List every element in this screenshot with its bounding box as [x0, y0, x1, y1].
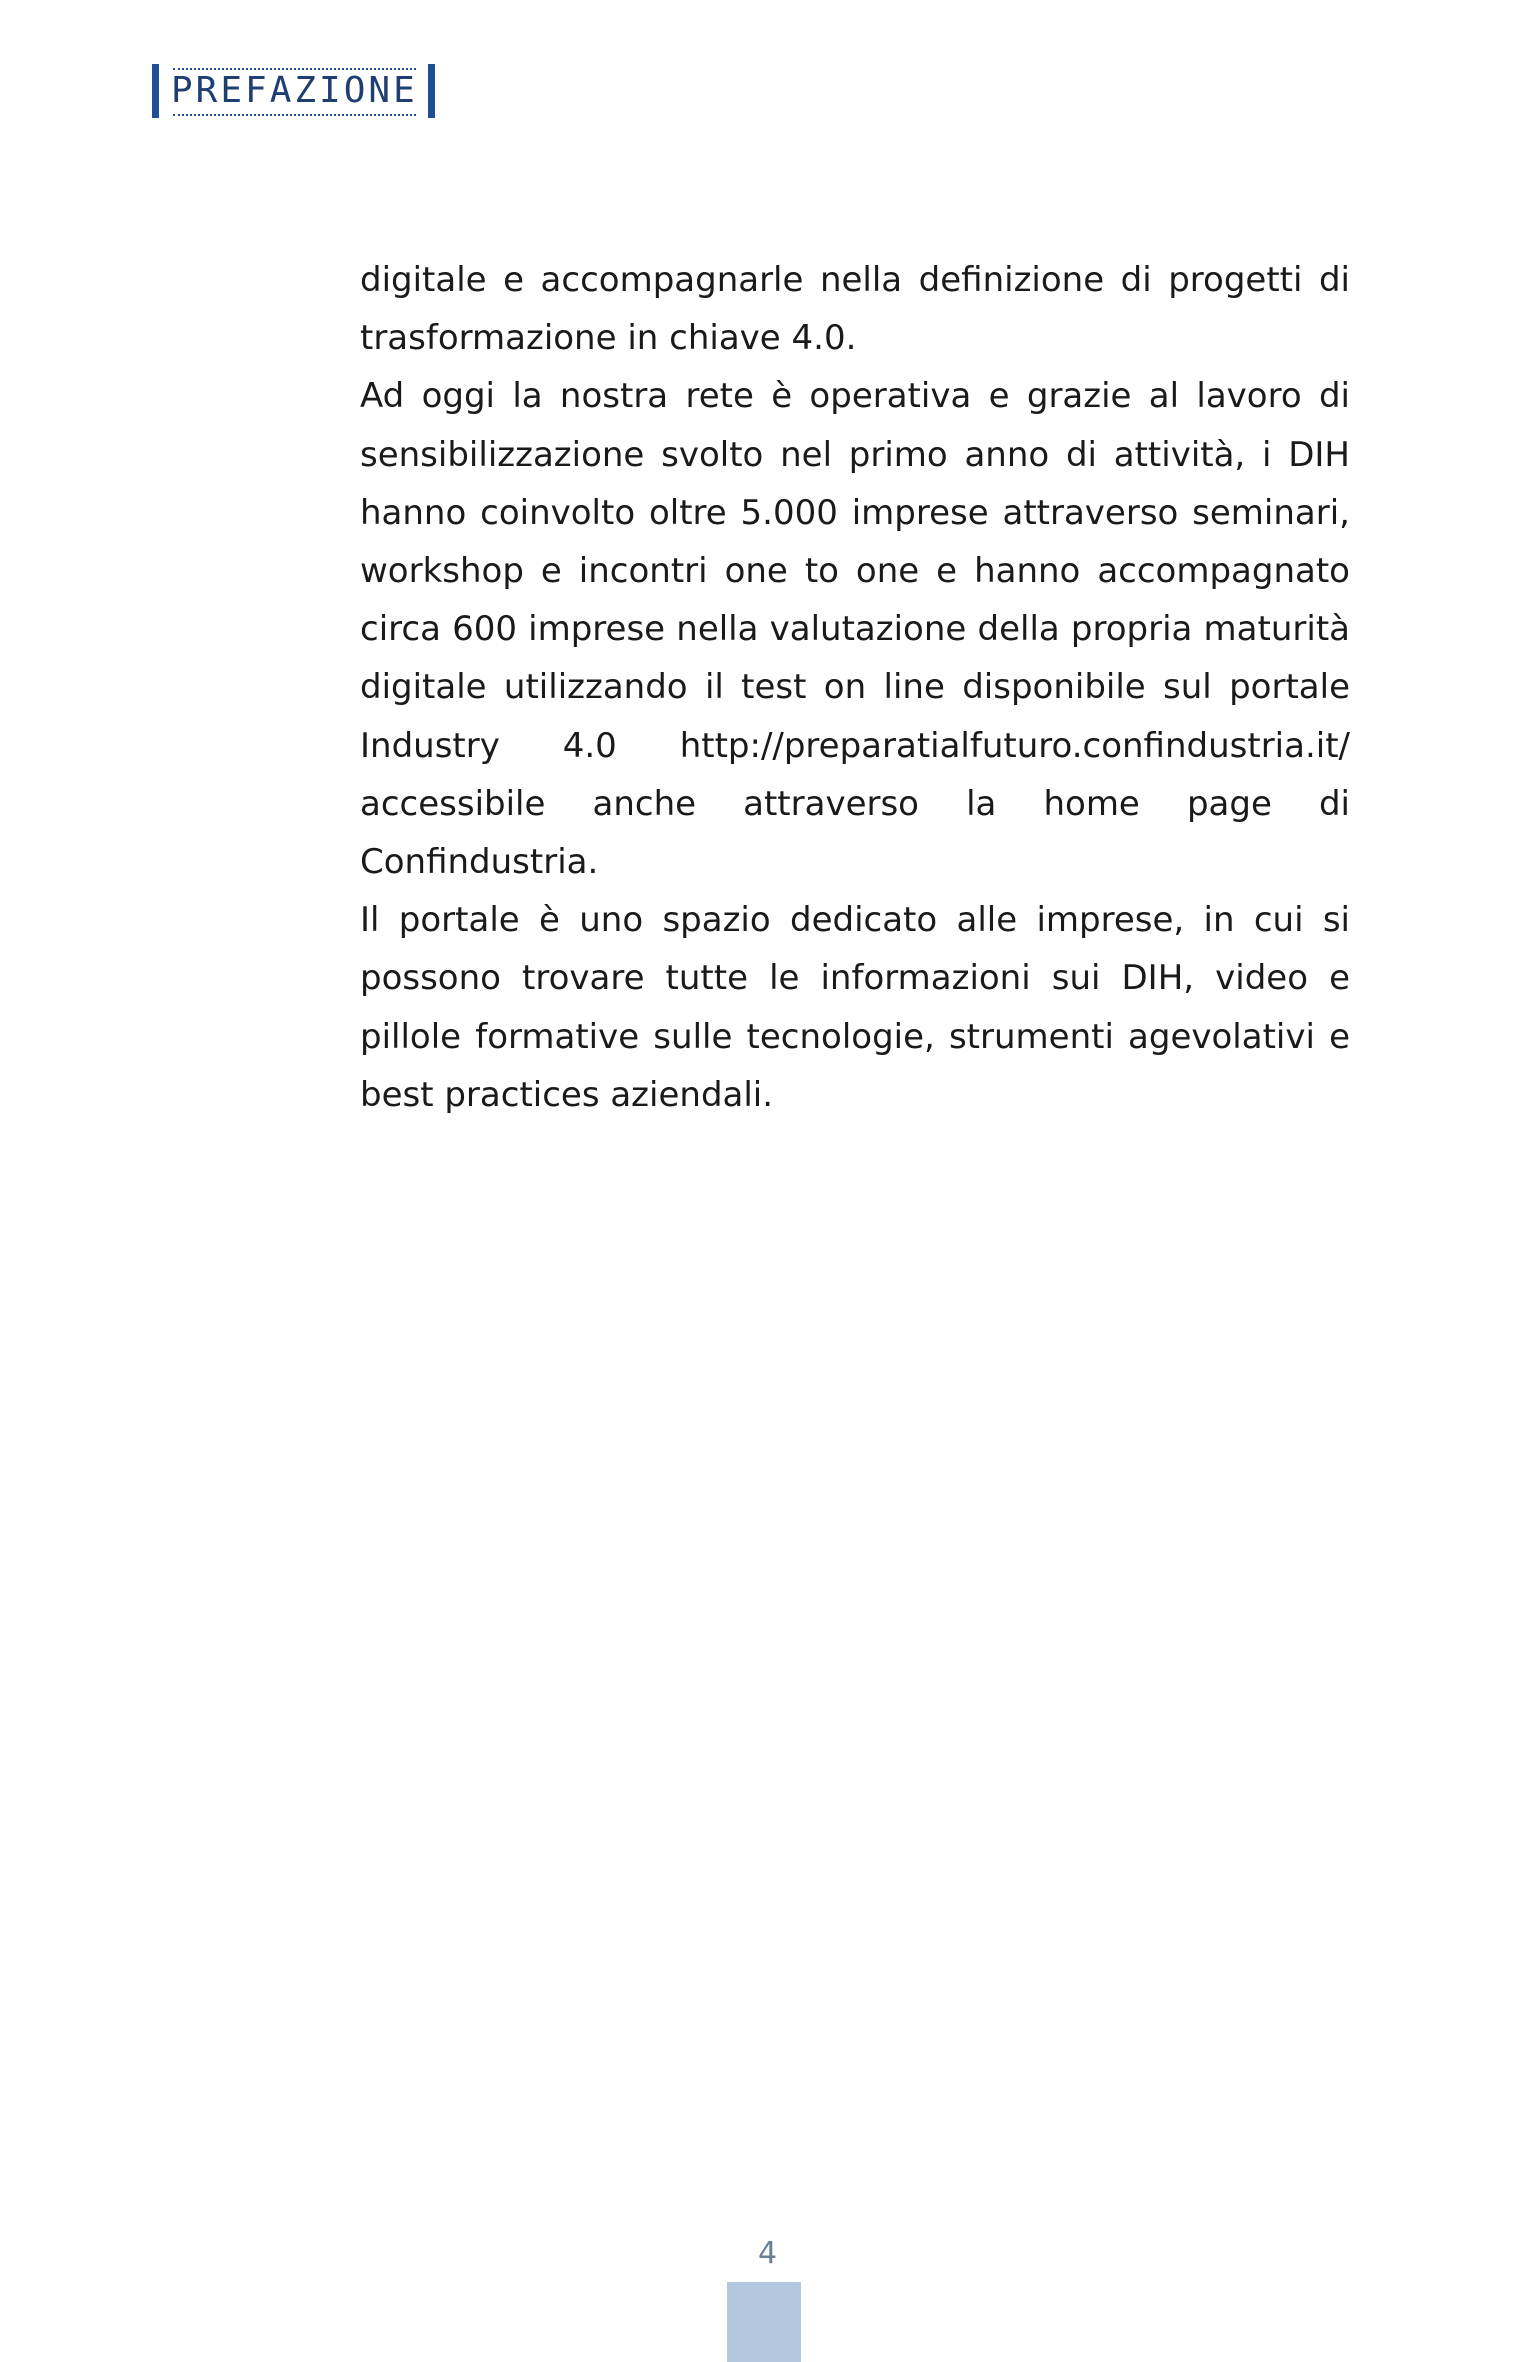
header-right-bar: [428, 64, 435, 118]
page-number: 4: [757, 2236, 778, 2271]
paragraph: digitale e accompagnarle nella definizione di progetti di trasformazione in chiave 4.0.: [360, 260, 1350, 359]
paragraph: Il portale è uno spazio dedicato alle imprese, in cui si possono trovare tutte le informazioni sui DIH, video e pillole formative sulle tecnologie, strumenti agevolativi e best practices aziendali.: [360, 900, 1350, 1115]
page-tab: [727, 2282, 801, 2362]
body-text: [360, 251, 1350, 1124]
header-left-bar: [152, 64, 159, 118]
section-header: [152, 64, 435, 118]
paragraph: Ad oggi la nostra rete è operativa e grazie al lavoro di sensibilizzazione svolto nel primo anno di attività, i DIH hanno coinvolto oltre 5.000 imprese attraverso seminari, workshop e incontri one to one e hanno accompagnato circa 600 imprese nella valutazione della propria maturità digitale utilizzando il test on line disponibile sul portale Industry 4.0 http://preparatialfuturo.confindustria.it/ accessibile anche attraverso la home page di Confindustria.: [360, 376, 1350, 883]
section-title: PREFAZIONE: [159, 64, 428, 118]
